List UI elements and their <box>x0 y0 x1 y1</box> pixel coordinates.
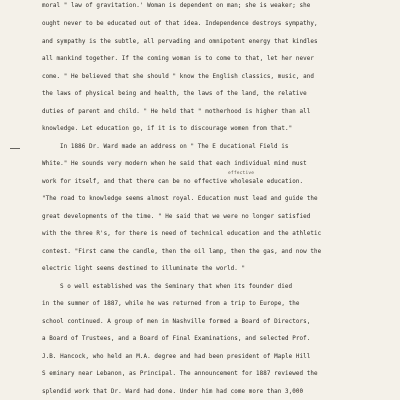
text-line: with the three R's, for there is need of technical education and the athletic <box>42 231 322 237</box>
text-line: splendid work that Dr. Ward had done. Under him had come more than 3,000 <box>42 389 304 395</box>
text-line: knowledge. Let education go, if it is to discourage women from that." <box>42 126 293 132</box>
text-line: in the summer of 1887, while he was returned from a trip to Europe, the <box>42 301 300 307</box>
text-line: and sympathy is the subtle, all pervading and omnipotent energy that kindles <box>42 39 318 45</box>
text-line: duties of parent and child. " He held that " motherhood is higher than all <box>42 109 311 115</box>
text-line: school continued. A group of men in Nashville formed a Board of Directors, <box>42 319 311 325</box>
text-line: the laws of physical being and health, the laws of the land, the relative <box>42 91 307 97</box>
text-line: come. " He believed that she should " know the English classics, music, and <box>42 74 314 80</box>
text-line: J.B. Hancock, who held an M.A. degree and had been president of Maple Hill <box>42 354 311 360</box>
text-line: work for itself, and that there can be no effective wholesale education. <box>42 179 304 185</box>
paragraph-start-line: In 1886 Dr. Ward made an address on " The E ducational Field is <box>60 144 289 150</box>
text-line: contest. "First came the candle, then the oil lamp, then the gas, and now the <box>42 249 322 255</box>
text-line: moral " law of gravitation.' Woman is dependent on man; she is weaker; she <box>42 3 311 9</box>
text-line: ought never to be educated out of that idea. Independence destroys sympathy, <box>42 21 318 27</box>
paragraph-start-line: S o well established was the Seminary that when its founder died <box>60 284 293 290</box>
text-line: White." He sounds very modern when he said that each individual mind must <box>42 161 307 167</box>
text-line: electric light seems destined to illuminate the world. " <box>42 266 246 272</box>
text-line: a Board of Trustees, and a Board of Final Examinations, and selected Prof. <box>42 336 311 342</box>
text-line: S eminary near Lebanon, as Principal. The announcement for 1887 reviewed the <box>42 371 318 377</box>
text-line: great developments of the time. " He said that we were no longer satisfied <box>42 214 311 220</box>
text-line: "The road to knowledge seems almost royal. Education must lead and guide the <box>42 196 318 202</box>
text-line: all mankind together. If the coming woman is to come to that, let her never <box>42 56 314 62</box>
margin-dash <box>10 148 20 149</box>
handwritten-margin-note: effective <box>228 171 255 176</box>
